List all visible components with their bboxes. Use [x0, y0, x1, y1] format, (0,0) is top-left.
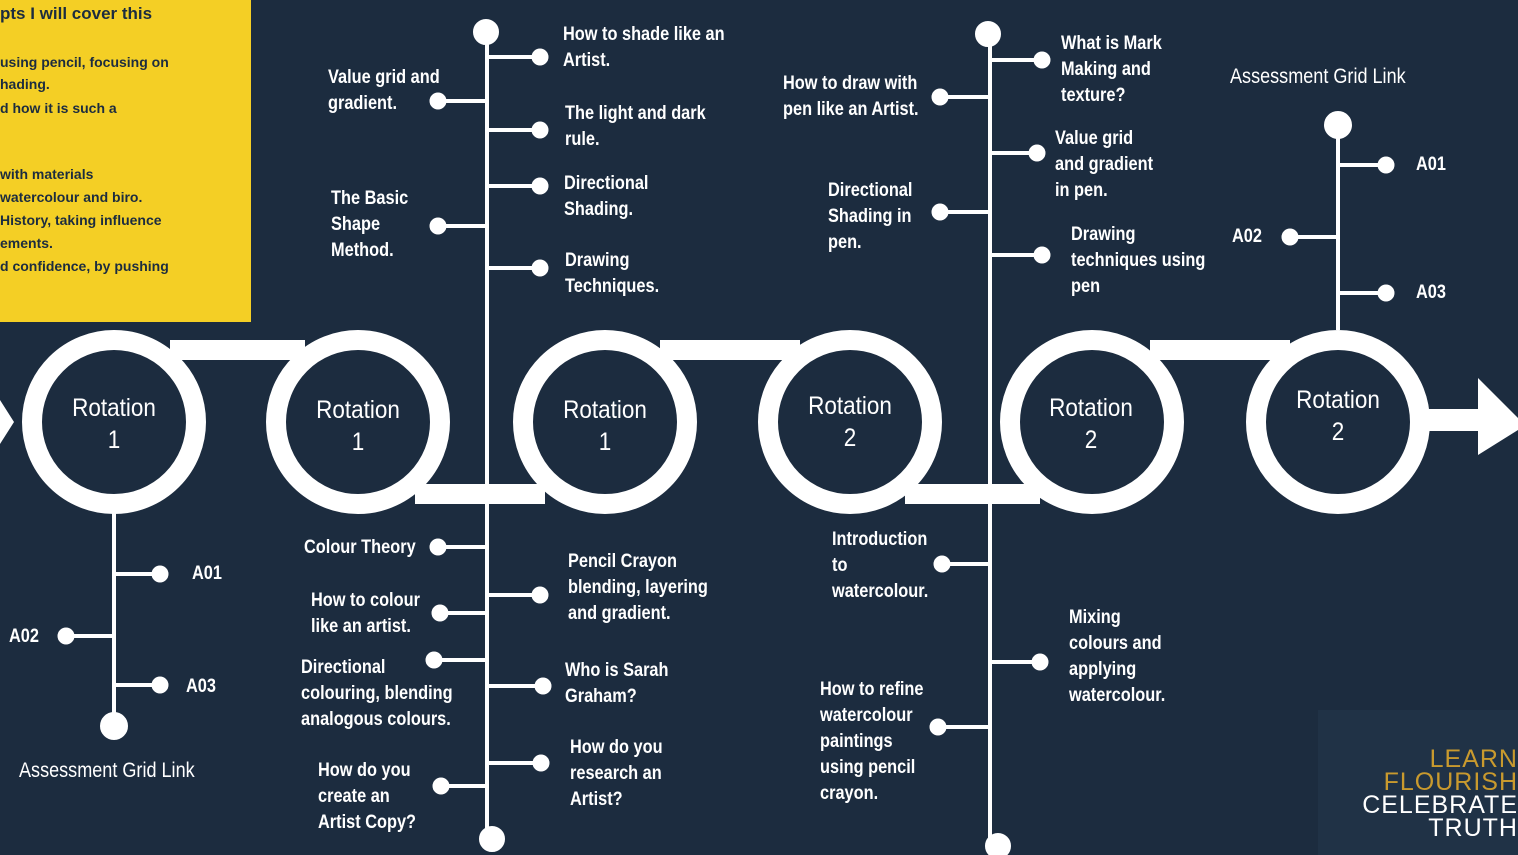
intro-box-line: hading. — [0, 76, 50, 92]
logo-line-truth: TRUTH — [1428, 814, 1518, 842]
topic-basic-shape-method: The Basic Shape Method. — [331, 188, 409, 261]
intro-box-title: pts I will cover this — [0, 4, 153, 23]
assessment-a03: A03 — [186, 676, 216, 697]
topic-intro-watercolour: Introduction to watercolour. — [832, 529, 929, 602]
topic-draw-with-pen: How to draw with pen like an Artist. — [783, 73, 919, 120]
topic-drawing-techniques: Drawing Techniques. — [565, 250, 660, 297]
topic-mixing-colours: Mixing colours and applying watercolour. — [1069, 607, 1166, 706]
intro-box-line: d confidence, by pushing — [0, 258, 169, 274]
intro-box-line: d how it is such a — [0, 100, 117, 116]
assessment-a01: A01 — [1416, 154, 1446, 175]
intro-box-line: using pencil, focusing on — [0, 54, 169, 70]
topic-create-artist-copy: How do you create an Artist Copy? — [318, 760, 417, 833]
intro-box-line: watercolour and biro. — [0, 189, 143, 205]
logo-line-flourish: FLOURISH — [1383, 768, 1518, 796]
topic-value-grid-gradient: Value grid and gradient. — [328, 67, 440, 114]
topic-drawing-techniques-pen: Drawing techniques using pen — [1071, 224, 1206, 297]
topic-mark-making: What is Mark Making and texture? — [1061, 33, 1162, 106]
topic-research-artist: How do you research an Artist? — [570, 737, 663, 810]
winding-road — [32, 340, 1420, 504]
assessment-a02: A02 — [9, 626, 39, 647]
topic-refine-watercolour: How to refine watercolour paintings using pencil crayon. — [820, 679, 924, 804]
school-logo — [1362, 745, 1518, 842]
rotation-label: Rotation 2 — [808, 392, 892, 452]
topic-colour-theory: Colour Theory — [304, 537, 416, 558]
assessment-a01: A01 — [192, 563, 222, 584]
rotation-label: Rotation 2 — [1296, 386, 1380, 446]
topic-pencil-crayon-blending: Pencil Crayon blending, layering and gradient. — [568, 551, 708, 624]
assessment-a02: A02 — [1232, 226, 1262, 247]
topic-light-dark-rule: The light and dark rule. — [565, 103, 706, 150]
logo-line-learn: LEARN — [1429, 745, 1518, 773]
topic-shade-like-artist: How to shade like an Artist. — [563, 24, 725, 71]
assessment-grid-link[interactable]: Assessment Grid Link — [1230, 65, 1406, 88]
topic-colour-like-artist: How to colour like an artist. — [311, 590, 420, 637]
assessment-grid-link[interactable]: Assessment Grid Link — [19, 759, 195, 782]
rotation-label: Rotation 1 — [72, 394, 156, 454]
intro-box-line: ements. — [0, 235, 53, 251]
topic-directional-colouring: Directional colouring, blending analogous colours. — [301, 657, 453, 730]
end-arrow — [1420, 378, 1518, 455]
topic-directional-shading: Directional Shading. — [564, 173, 649, 220]
rotation-label: Rotation 1 — [563, 396, 647, 456]
topic-directional-shading-pen: Directional Shading in pen. — [828, 180, 913, 253]
intro-box-line: with materials — [0, 166, 94, 182]
rotation-label: Rotation 1 — [316, 396, 400, 456]
topic-sarah-graham: Who is Sarah Graham? — [565, 660, 669, 707]
rotation-label: Rotation 2 — [1049, 394, 1133, 454]
timeline-connectors — [60, 21, 1393, 855]
topic-value-grid-pen: Value grid and gradient in pen. — [1055, 128, 1154, 201]
logo-line-celebrate: CELEBRATE — [1362, 791, 1518, 819]
start-arrow-tip — [0, 400, 14, 444]
assessment-a03: A03 — [1416, 282, 1446, 303]
intro-box-line: History, taking influence — [0, 212, 162, 228]
